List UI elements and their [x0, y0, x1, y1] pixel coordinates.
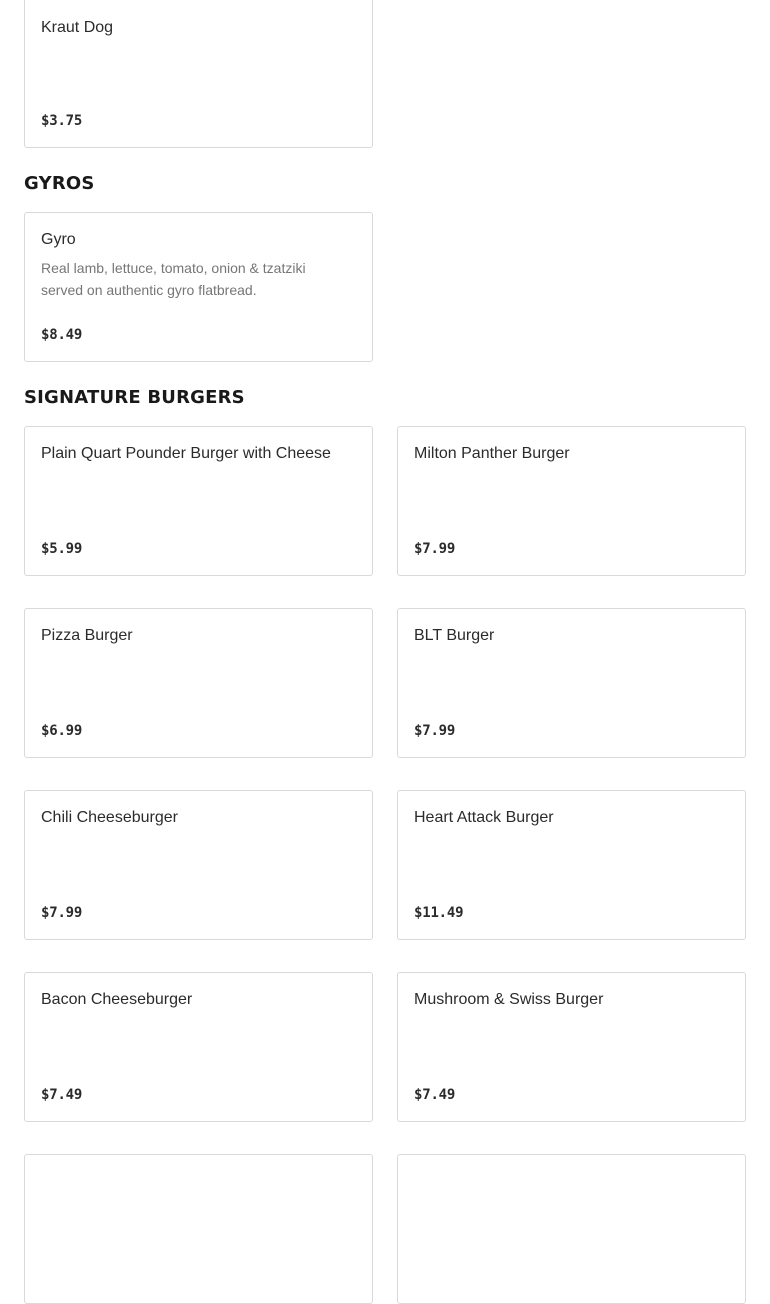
menu-item-card[interactable] [397, 608, 746, 758]
menu-item-price: $3.75 [41, 113, 83, 129]
menu-item-price: $5.99 [41, 541, 83, 557]
menu-item-name: Bacon Cheeseburger [41, 991, 193, 1008]
menu-item-card[interactable] [397, 790, 746, 940]
menu-item-name: Kraut Dog [41, 19, 114, 36]
menu-item-price: $7.99 [414, 723, 456, 739]
menu-item-name: Heart Attack Burger [414, 809, 554, 826]
menu-item-price: $7.99 [414, 541, 456, 557]
menu-item-name: Milton Panther Burger [414, 445, 570, 462]
menu-item-price: $8.49 [41, 327, 83, 343]
section-title-signature-burgers: SIGNATURE BURGERS [24, 387, 245, 408]
menu-item-price: $6.99 [41, 723, 83, 739]
menu-item-description: Real lamb, lettuce, tomato, onion & tzatziki served on authentic gyro flatbread. [41, 260, 306, 298]
menu-item-price: $7.49 [414, 1087, 456, 1103]
menu-item-name: Gyro [41, 231, 76, 248]
menu-item-name: Pizza Burger [41, 627, 133, 644]
menu-item-price: $7.99 [41, 905, 83, 921]
menu-item-price: $7.49 [41, 1087, 83, 1103]
menu-item-card[interactable] [397, 426, 746, 576]
menu-item-card[interactable] [24, 426, 373, 576]
menu-item-name: Chili Cheeseburger [41, 809, 178, 826]
menu-item-card[interactable] [397, 972, 746, 1122]
menu-item-card[interactable] [24, 790, 373, 940]
menu-item-name: Mushroom & Swiss Burger [414, 991, 604, 1008]
menu-item-price: $11.49 [414, 905, 464, 921]
menu-item-name: Plain Quart Pounder Burger with Cheese [41, 445, 331, 462]
section-title-gyros: GYROS [24, 173, 95, 194]
menu-item-card[interactable] [24, 972, 373, 1122]
menu-item-card[interactable] [24, 608, 373, 758]
menu-item-card[interactable] [24, 212, 373, 362]
menu-item-card[interactable] [24, 0, 373, 148]
menu-item-name: BLT Burger [414, 627, 495, 644]
